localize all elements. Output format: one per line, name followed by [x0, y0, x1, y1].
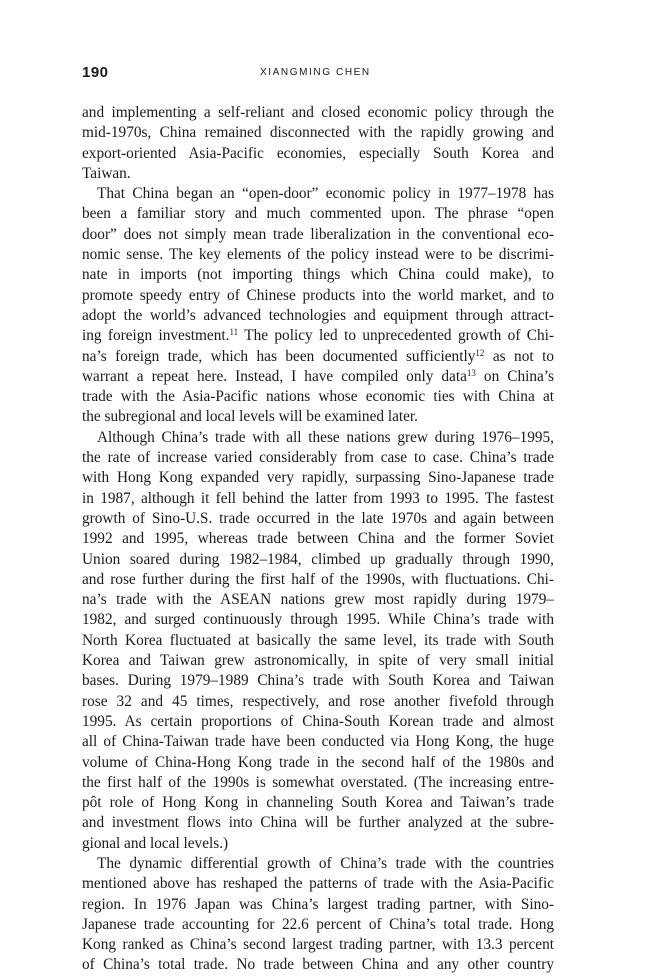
text-line: all of China-Taiwan trade have been conducted via Hong Kong, the huge — [82, 733, 554, 751]
text-line: and implementing a self-reliant and closed economic policy through the — [82, 104, 554, 121]
text-line: mentioned above has reshaped the patterns of trade with the Asia-Pacific — [82, 875, 554, 893]
text-line: 1992 and 1995, whereas trade between China and the former Soviet — [82, 530, 554, 548]
text-line: trade with the Asia-Pacific nations whose economic ties with China at — [82, 388, 554, 406]
paragraph — [82, 184, 554, 428]
text-line: bases. During 1979–1989 China’s trade with South Korea and Taiwan — [82, 672, 554, 690]
text-line: nate in imports (not importing things which China could make), to — [82, 266, 554, 284]
text-line: and rose further during the first half of the 1990s, with fluctuations. Chi- — [82, 570, 554, 588]
text-line: of China’s total trade. No trade between China and any other country — [82, 956, 554, 974]
text-line: with Hong Kong expanded very rapidly, surpassing Sino-Japanese trade — [82, 469, 554, 487]
text-line: export-oriented Asia-Pacific economies, especially South Korea and — [82, 144, 554, 162]
text-line: ing foreign investment.$^{11}$ The policy led to unprecedented growth of Chi- — [82, 327, 554, 345]
footnote-reference[interactable]: 13 — [466, 367, 476, 378]
text-line: Union soared during 1982–1984, climbed up gradually through 1990, — [82, 550, 554, 568]
text-line: 1982, and surged continuously through 1995. While China’s trade with — [82, 611, 554, 629]
text-line: mid-1970s, China remained disconnected with the rapidly growing and — [82, 124, 554, 142]
text-line: Taiwan. — [82, 164, 131, 182]
text-line: Korea and Taiwan grew astronomically, in spite of very small initial — [82, 652, 554, 670]
text-line: volume of China-Hong Kong trade in the second half of the 1980s and — [82, 753, 554, 771]
text-line: warrant a repeat here. Instead, I have compiled only data$^{13}$ on China’s — [82, 367, 554, 385]
text-line: promote speedy entry of Chinese products into the world market, and to — [82, 286, 554, 304]
text-line: North Korea fluctuated at basically the same level, its trade with South — [82, 631, 554, 649]
text-line: pôt role of Hong Kong in channeling South Korea and Taiwan’s trade — [82, 794, 554, 812]
body-text — [82, 103, 554, 976]
text-line: and investment flows into China will be further analyzed at the subre- — [82, 814, 554, 832]
text-line: Although China’s trade with all these nations grew during 1976–1995, — [97, 428, 554, 446]
text-line: in 1987, although it fell behind the latter from 1993 to 1995. The fastest — [82, 489, 554, 507]
paragraph — [82, 103, 554, 184]
text-line: the subregional and local levels will be examined later. — [82, 408, 418, 426]
footnote-reference[interactable]: 12 — [475, 347, 485, 358]
paragraph — [82, 428, 554, 854]
text-line: Kong ranked as China’s second largest trading partner, with 13.3 percent — [82, 936, 554, 954]
text-line: growth of Sino-U.S. trade occurred in the late 1970s and again between — [82, 509, 554, 527]
text-line: 1995. As certain proportions of China-South Korean trade and almost — [82, 712, 554, 730]
footnote-reference[interactable]: 11 — [229, 327, 239, 338]
text-line: na’s trade with the ASEAN nations grew most rapidly during 1979– — [82, 591, 554, 609]
text-line: nomic sense. The key elements of the policy instead were to be discrimi- — [82, 246, 554, 264]
text-line: region. In 1976 Japan was China’s largest trading partner, with Sino- — [82, 895, 554, 913]
running-head-author: XIANGMING CHEN — [260, 67, 371, 78]
text-line: na’s foreign trade, which has been documented sufficiently$^{12}$ as not to — [82, 347, 554, 365]
text-line: gional and local levels.) — [82, 834, 229, 852]
text-line: That China began an “open-door” economic policy in 1977–1978 has — [97, 185, 554, 203]
text-line: door” does not simply mean trade liberalization in the conventional eco- — [82, 225, 554, 243]
text-line: adopt the world’s advanced technologies and equipment through attract- — [82, 306, 554, 324]
page-number: 190 — [82, 64, 109, 81]
running-header — [82, 64, 562, 88]
text-line: been a familiar story and much commented upon. The phrase “open — [82, 205, 554, 223]
text-line: the rate of increase varied considerably from case to case. China’s trade — [82, 449, 554, 467]
text-line: The dynamic differential growth of China’s trade with the countries — [97, 854, 554, 872]
text-line: rose 32 and 45 times, respectively, and rose another fivefold through — [82, 692, 554, 710]
paragraph — [82, 854, 554, 976]
text-line: the first half of the 1990s is somewhat overstated. (The increasing entre- — [82, 773, 554, 791]
text-line: Japanese trade accounting for 22.6 percent of China’s total trade. Hong — [82, 915, 554, 933]
